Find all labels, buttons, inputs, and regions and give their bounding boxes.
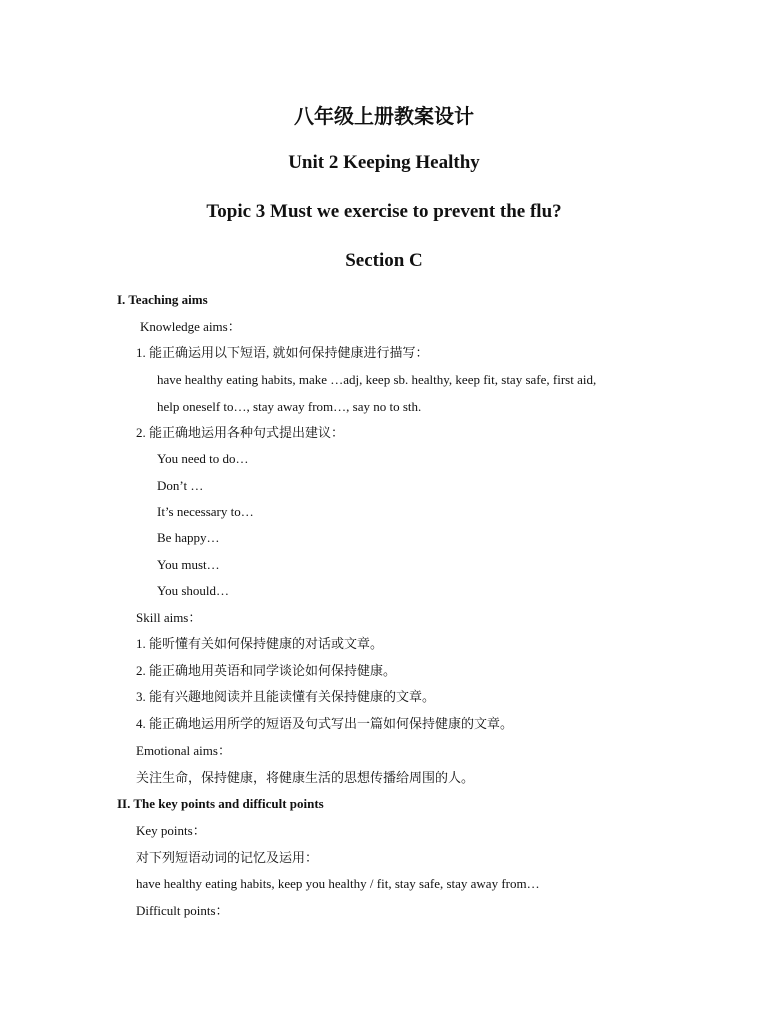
- skill-item: 3. 能有兴趣地阅读并且能读懂有关保持健康的文章。: [136, 689, 436, 704]
- unit-title: Unit 2 Keeping Healthy: [288, 152, 480, 173]
- pattern-item: You must…: [157, 557, 220, 572]
- key-points-label: Key points：: [136, 823, 206, 838]
- pattern-item: Don’t …: [157, 478, 204, 493]
- grade-title: 八年级上册教案设计: [294, 106, 474, 128]
- pattern-item: Be happy…: [157, 530, 220, 545]
- skill-item: 2. 能正确地用英语和同学谈论如何保持健康。: [136, 663, 397, 678]
- skill-item: 4. 能正确地运用所学的短语及句式写出一篇如何保持健康的文章。: [136, 716, 514, 731]
- section-title: Section C: [345, 250, 423, 271]
- teaching-aims-heading: I. Teaching aims: [117, 292, 208, 307]
- knowledge-phrases-line-2: help oneself to…, stay away from…, say no to sth.: [157, 399, 422, 414]
- knowledge-aim-1: 1. 能正确运用以下短语, 就如何保持健康进行描写：: [136, 345, 429, 360]
- pattern-item: You should…: [157, 583, 230, 598]
- knowledge-aims-label: Knowledge aims：: [140, 319, 241, 334]
- topic-title: Topic 3 Must we exercise to prevent the flu?: [206, 201, 562, 222]
- knowledge-phrases-line-1: have healthy eating habits, make …adj, keep sb. healthy, keep fit, stay safe, first aid,: [157, 372, 597, 387]
- pattern-item: It’s necessary to…: [157, 504, 254, 519]
- skill-aims-label: Skill aims：: [136, 610, 202, 625]
- emotional-aims-text: 关注生命，保持健康，将健康生活的思想传播给周围的人。: [136, 770, 475, 785]
- emotional-aims-label: Emotional aims：: [136, 743, 231, 758]
- knowledge-aim-2: 2. 能正确地运用各种句式提出建议：: [136, 425, 345, 440]
- key-points-description: 对下列短语动词的记忆及运用：: [136, 850, 319, 865]
- difficult-points-label: Difficult points：: [136, 903, 229, 918]
- pattern-item: You need to do…: [157, 451, 249, 466]
- key-phrases: have healthy eating habits, keep you healthy / fit, stay safe, stay away from…: [136, 876, 540, 891]
- key-points-heading: II. The key points and difficult points: [117, 796, 324, 811]
- skill-item: 1. 能听懂有关如何保持健康的对话或文章。: [136, 636, 384, 651]
